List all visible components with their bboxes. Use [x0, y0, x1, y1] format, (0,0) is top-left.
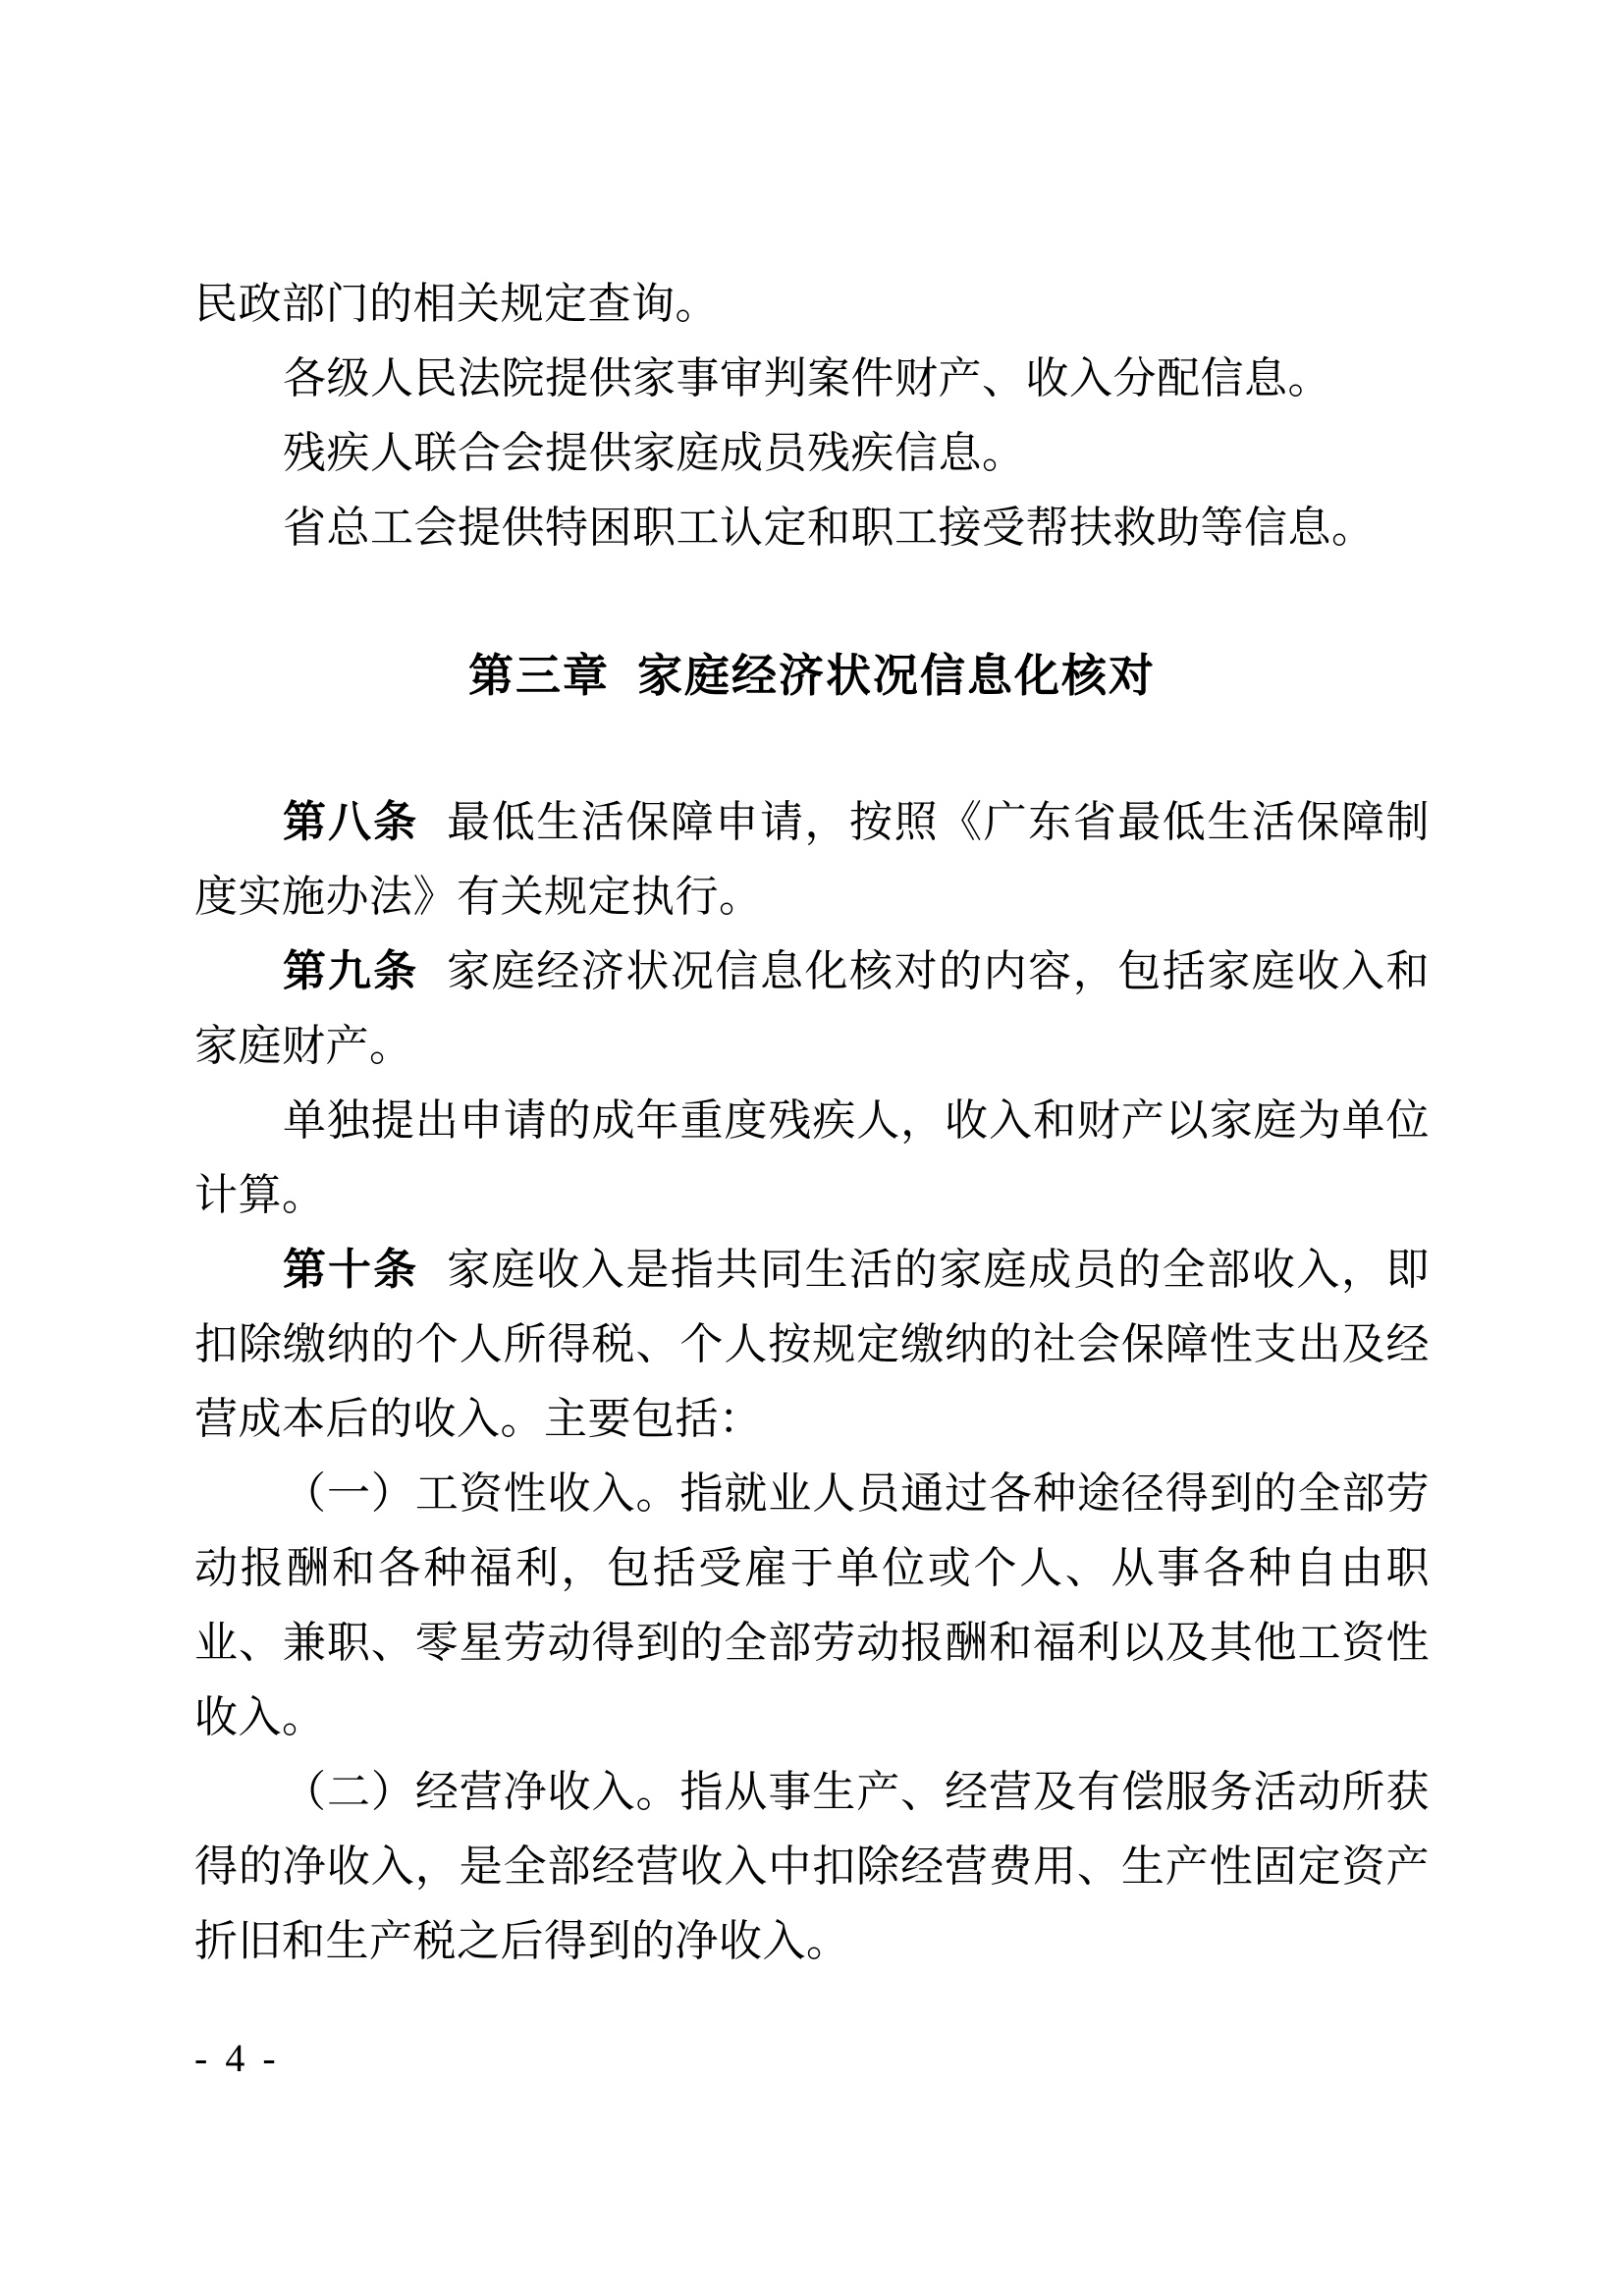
- article-8-text: 最低生活保障申请，按照《广东省最低生活保障制度实施办法》有关规定执行。: [194, 798, 1431, 921]
- paragraph-civil-affairs-query: 民政部门的相关规定查询。: [194, 280, 719, 328]
- page-content: [194, 267, 1430, 1979]
- article-9-sub-paragraph: 单独提出申请的成年重度残疾人，收入和财产以家庭为单位计算。: [194, 1096, 1430, 1219]
- chapter-number: 第三章: [468, 649, 610, 702]
- paragraph-disabled-federation-info: 残疾人联合会提供家庭成员残疾信息。: [283, 429, 1026, 477]
- article-10-text: 家庭收入是指共同生活的家庭成员的全部收入，即扣除缴纳的个人所得税、个人按规定缴纳的社会保障性支出及经营成本后的收入。主要包括：: [194, 1246, 1431, 1443]
- article-10: [194, 1233, 1430, 1457]
- article-8: [194, 785, 1430, 934]
- article-10-item-2: （二）经营净收入。指从事生产、经营及有偿服务活动所获得的净收入，是全部经营收入中扣除经营费用、生产性固定资产折旧和生产税之后得到的净收入。: [194, 1768, 1430, 1965]
- article-9-text: 家庭经济状况信息化核对的内容，包括家庭收入和家庭财产。: [194, 947, 1431, 1070]
- chapter-title: 家庭经济状况信息化核对: [637, 649, 1156, 702]
- paragraph-trade-union-info: 省总工会提供特困职工认定和职工接受帮扶救助等信息。: [283, 504, 1376, 552]
- page-number: - 4 -: [194, 2036, 280, 2080]
- article-10-number: 第十条: [283, 1245, 419, 1295]
- article-8-number: 第八条: [283, 797, 419, 847]
- chapter-heading-block: [194, 638, 1430, 713]
- chapter-heading: [194, 638, 1430, 713]
- article-9-number: 第九条: [283, 946, 419, 996]
- paragraph-courts-info: 各级人民法院提供家事审判案件财产、收入分配信息。: [283, 354, 1331, 402]
- article-9: [194, 934, 1430, 1084]
- article-10-item-1: （一）工资性收入。指就业人员通过各种途径得到的全部劳动报酬和各种福利，包括受雇于单位或个人、从事各种自由职业、兼职、零星劳动得到的全部劳动报酬和福利以及其他工资性收入。: [194, 1469, 1430, 1741]
